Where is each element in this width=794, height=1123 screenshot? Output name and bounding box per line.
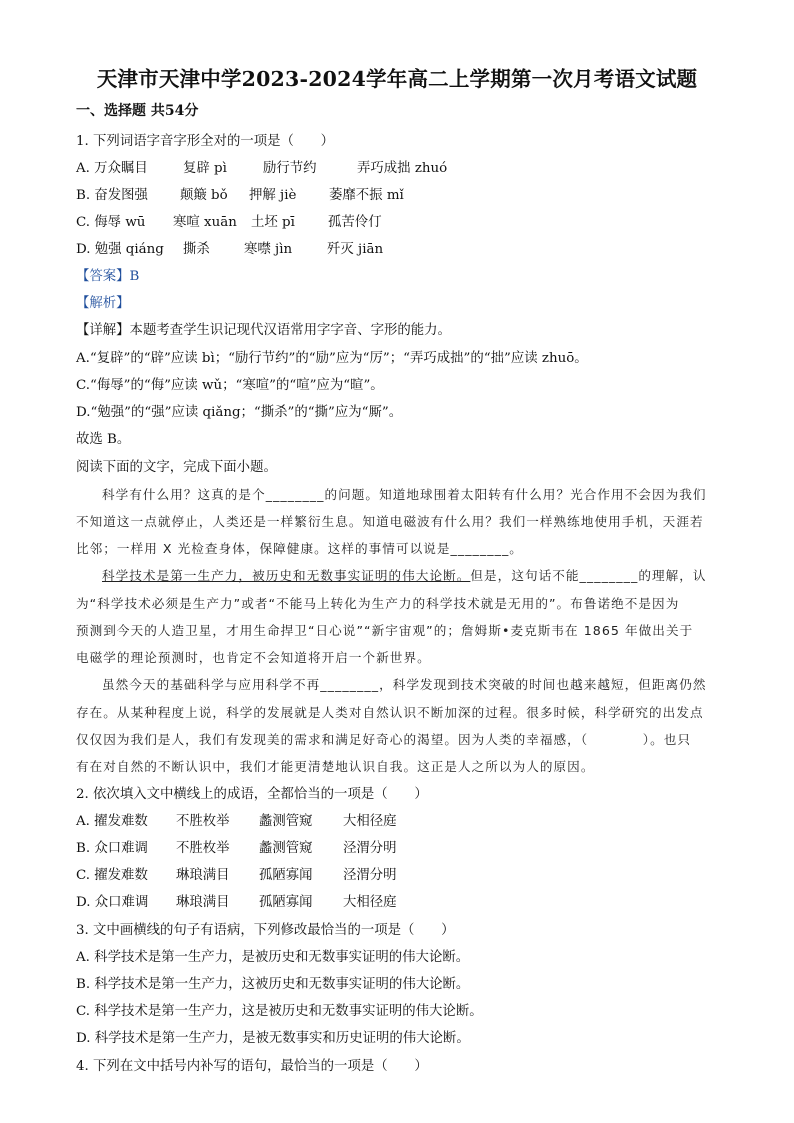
passage-line: 科学技术是第一生产力，被历史和无数事实证明的伟大论断。但是，这句话不能________的理解，认 (102, 568, 707, 583)
q4-stem: 4. 下列在文中括号内补写的语句，最恰当的一项是（ ） (76, 1059, 428, 1074)
q2-option-d[interactable]: D. 众口难调 琳琅满目 孤陋寡闻 大相径庭 (76, 895, 397, 910)
q1-detail-line: C.“侮辱”的“侮”应读 wǔ；“寒喧”的“喧”应为“暄”。 (76, 378, 384, 393)
q1-analysis-label: 【解析】 (76, 296, 130, 311)
q2-option-a[interactable]: A. 擢发难数 不胜枚举 蠡测管窥 大相径庭 (76, 814, 397, 829)
passage-line: 有在对自然的不断认识中，我们才能更清楚地认识自我。这正是人之所以为人的原因。 (76, 759, 595, 774)
reading-intro: 阅读下面的文字，完成下面小题。 (76, 460, 277, 475)
q3-stem: 3. 文中画横线的句子有语病，下列修改最恰当的一项是（ ） (76, 923, 455, 938)
passage-line: 仅仅因为我们是人，我们有发现美的需求和满足好奇心的渴望。因为人类的幸福感，（ ）。也只 (76, 732, 692, 747)
q3-option-a[interactable]: A. 科学技术是第一生产力，是被历史和无数事实证明的伟大论断。 (76, 950, 470, 965)
q1-option-d[interactable]: D. 勉强 qiáng 撕杀 寒噤 jìn 歼灭 jiān (76, 242, 384, 257)
q2-option-b[interactable]: B. 众口难调 不胜枚举 蠡测管窥 泾渭分明 (76, 841, 397, 856)
passage-line: 科学有什么用？这真的是个________的问题。知道地球围着太阳转有什么用？光合作用不会因为我们 (102, 487, 707, 502)
q1-stem: 1. 下列词语字音字形全对的一项是（ ） (76, 134, 335, 149)
passage-line: 预测到今天的人造卫星，才用生命捍卫“日心说”“新宇宙观”的；詹姆斯•麦克斯韦在 1865 年做出关于 (76, 623, 694, 638)
passage-line: 电磁学的理论预测时，也肯定不会知道将开启一个新世界。 (76, 650, 431, 665)
q3-option-b[interactable]: B. 科学技术是第一生产力，这被历史和无数事实证明的伟大论断。 (76, 977, 470, 992)
passage-line: 为“科学技术必须是生产力”或者“不能马上转化为生产力的科学技术就是无用的”。布鲁诺绝不是因为 (76, 596, 680, 611)
q2-stem: 2. 依次填入文中横线上的成语，全都恰当的一项是（ ） (76, 787, 428, 802)
q2-option-c[interactable]: C. 擢发难数 琳琅满目 孤陋寡闻 泾渭分明 (76, 868, 397, 883)
q1-option-c[interactable]: C. 侮辱 wū 寒喧 xuān 土坯 pī 孤苦伶仃 (76, 215, 382, 230)
q1-option-a[interactable]: A. 万众瞩目 复辟 pì 励行节约 弄巧成拙 zhuó (76, 161, 448, 176)
passage-line: 比邻；一样用 X 光检查身体，保障健康。这样的事情可以说是________。 (76, 541, 523, 556)
q1-detail-line: 故选 B。 (76, 432, 131, 447)
q1-answer: 【答案】B (76, 269, 140, 284)
underlined-sentence: 科学技术是第一生产力，被历史和无数事实证明的伟大论断。 (102, 568, 471, 583)
passage-line: 虽然今天的基础科学与应用科学不再________，科学发现到技术突破的时间也越来越短，但距离仍然 (102, 677, 707, 692)
passage-line: 存在。从某种程度上说，科学的发展就是人类对自然认识不断加深的过程。很多时候，科学研究的出发点 (76, 705, 704, 720)
section-heading: 一、选择题 共54分 (76, 103, 199, 119)
passage-line: 不知道这一点就停止，人类还是一样繁衍生息。知道电磁波有什么用？我们一样熟练地使用手机，天涯若 (76, 514, 704, 529)
q3-option-c[interactable]: C. 科学技术是第一生产力，这是被历史和无数事实证明的伟大论断。 (76, 1004, 483, 1019)
q1-detail-line: 【详解】本题考查学生识记现代汉语常用字字音、字形的能力。 (76, 323, 451, 338)
q3-option-d[interactable]: D. 科学技术是第一生产力，是被无数事实和历史证明的伟大论断。 (76, 1031, 470, 1046)
exam-title: 天津市天津中学2023-2024学年高二上学期第一次月考语文试题 (96, 67, 698, 91)
q1-detail-line: D.“勉强”的“强”应读 qiǎng；“撕杀”的“撕”应为“厮”。 (76, 405, 403, 420)
q1-detail-line: A.“复辟”的“辟”应读 bì；“励行节约”的“励”应为“厉”；“弄巧成拙”的“拙”应读 zhuō。 (76, 351, 588, 366)
q1-option-b[interactable]: B. 奋发图强 颠簸 bǒ 押解 jiè 萎靡不振 mǐ (76, 188, 404, 203)
